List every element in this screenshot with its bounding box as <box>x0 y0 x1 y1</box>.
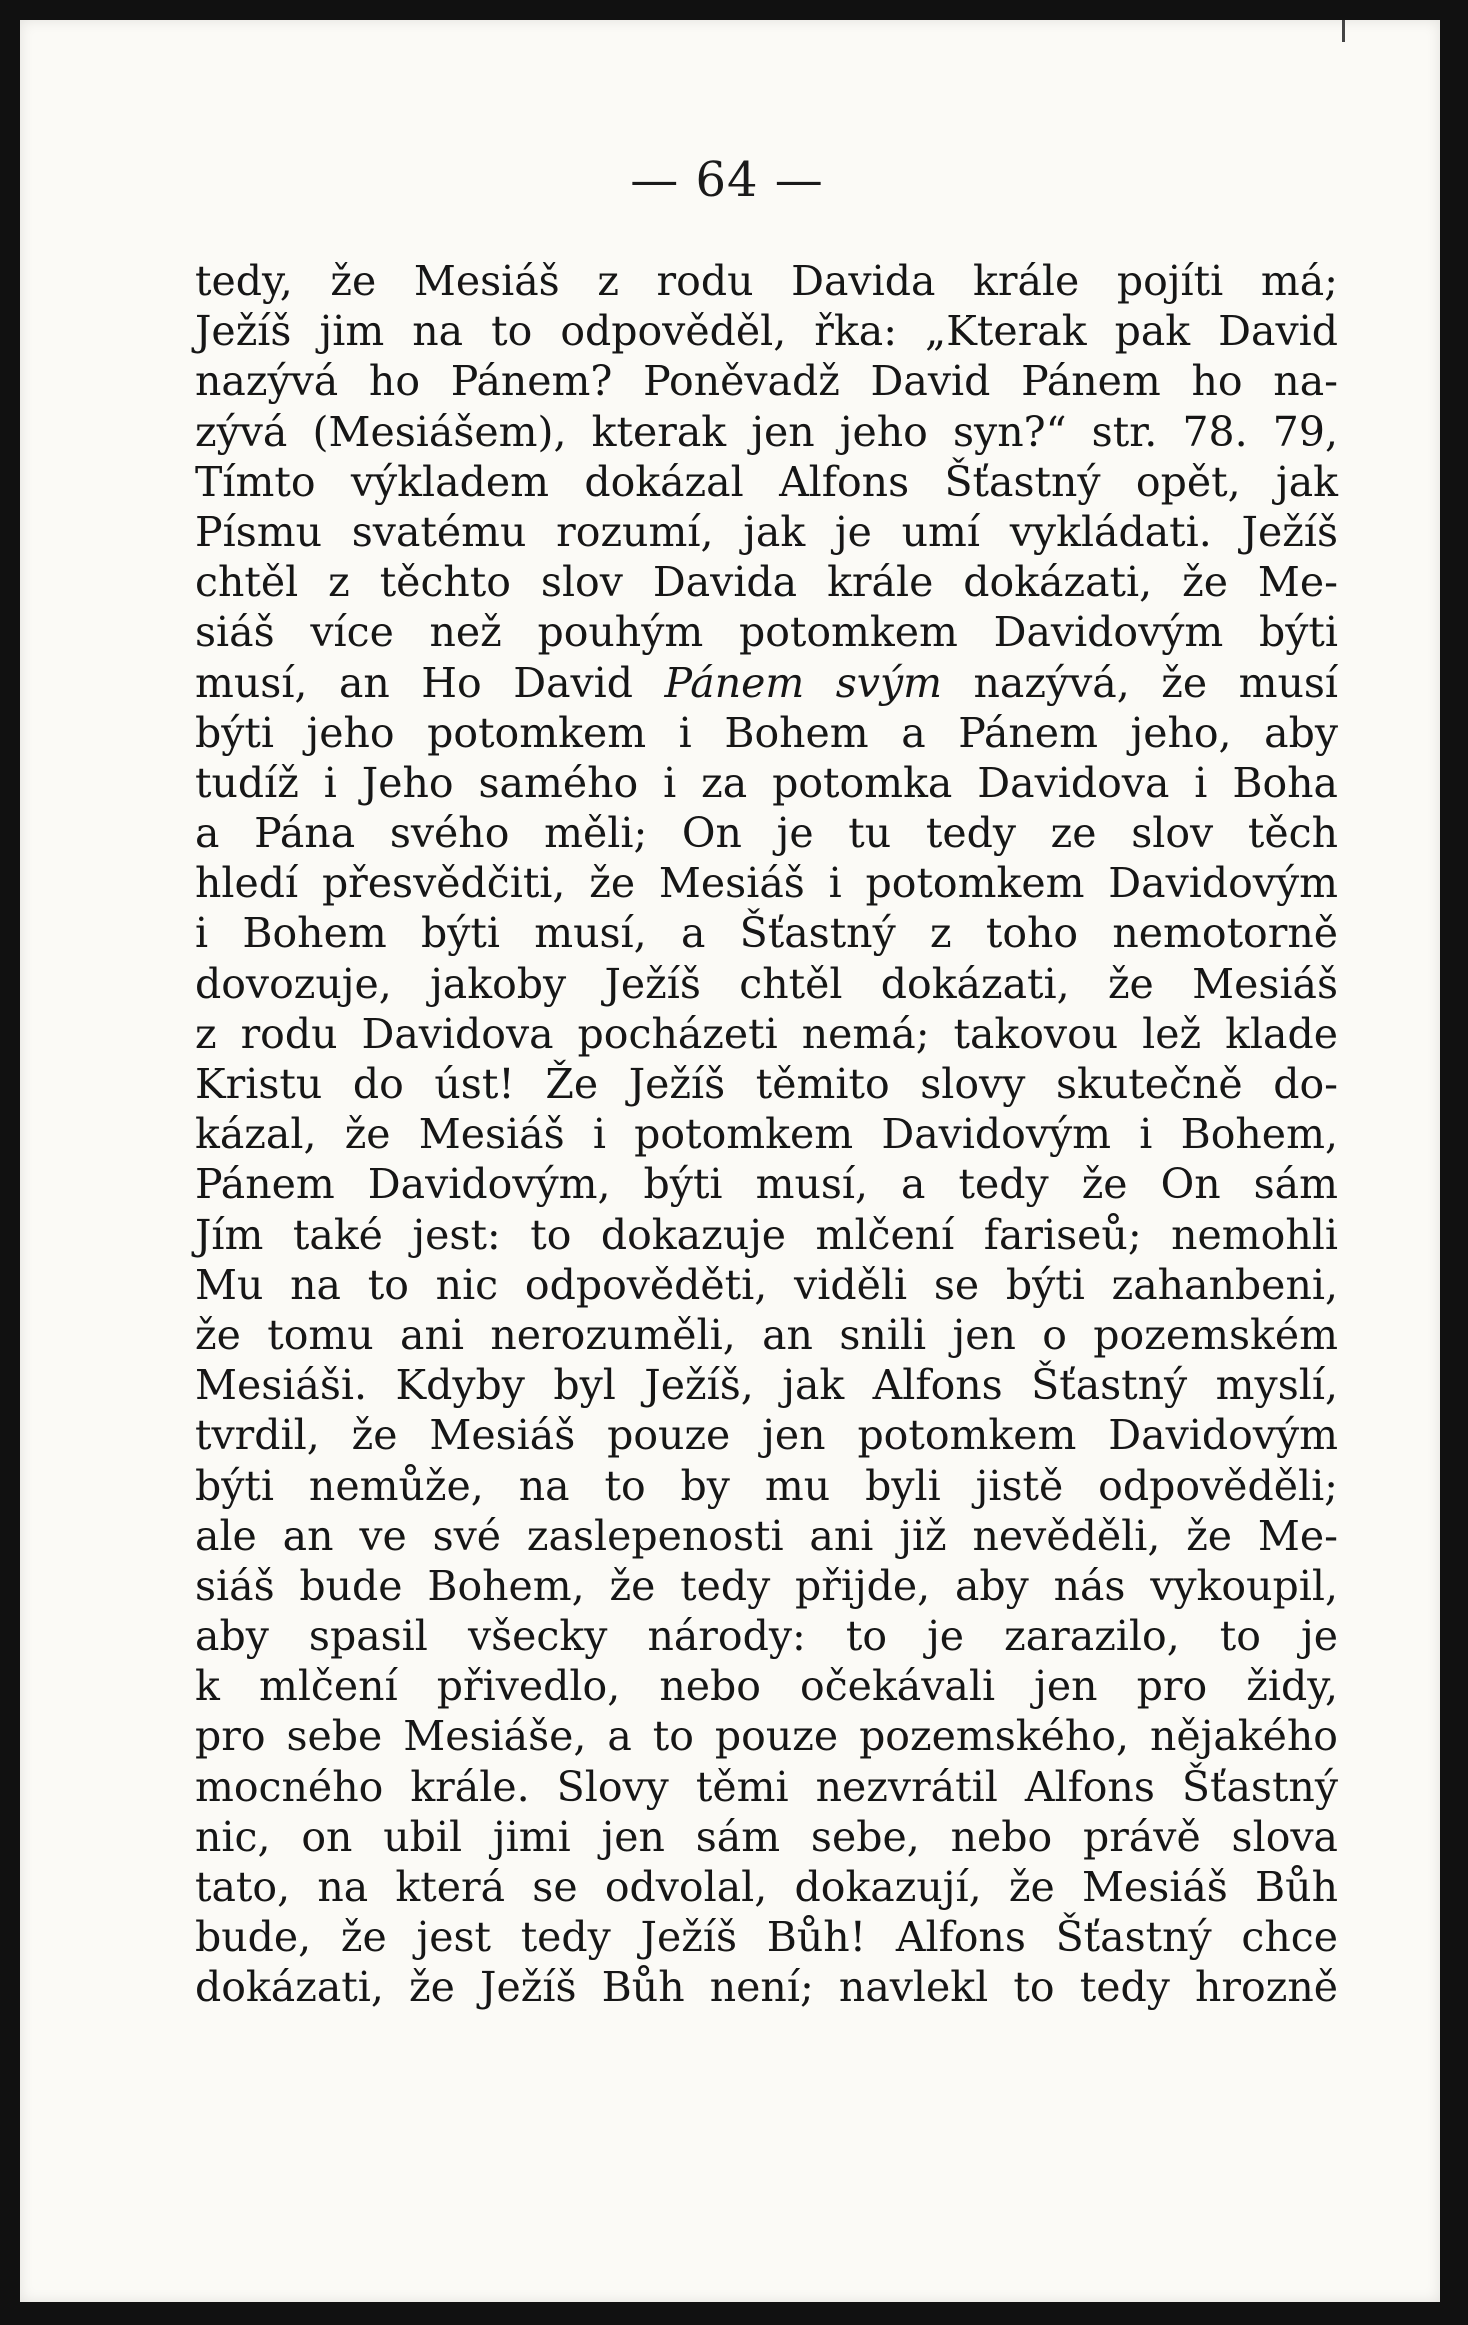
text-segment: že tomu ani nerozuměli, an snili jen o pozemském <box>195 1310 1338 1359</box>
text-segment: dokázati, že Ježíš Bůh není; navlekl to tedy hrozně <box>195 1963 1338 2012</box>
text-segment: Písmu svatému rozumí, jak je umí vykládati. Ježíš <box>195 507 1338 556</box>
text-line <box>195 407 1338 457</box>
text-line <box>195 758 1338 808</box>
text-segment: tato, na která se odvolal, dokazují, že Mesiáš Bůh <box>195 1863 1338 1911</box>
text-line <box>195 658 1338 708</box>
text-segment: nazývá, že musí <box>942 658 1338 707</box>
text-line <box>195 708 1338 758</box>
text-segment: musí, an Ho David <box>195 658 665 707</box>
text-segment: Pánem Davidovým, býti musí, a tedy že On sám <box>195 1160 1338 1209</box>
text-line <box>195 1310 1338 1360</box>
text-line <box>195 1762 1338 1812</box>
text-segment: nic, on ubil jimi jen sám sebe, nebo právě slova <box>195 1812 1338 1861</box>
text-line <box>195 1360 1338 1410</box>
text-line <box>195 256 1338 306</box>
text-line <box>195 557 1338 607</box>
text-line <box>195 1009 1338 1059</box>
text-segment: k mlčení přivedlo, nebo očekávali jen pro židy, <box>195 1662 1338 1711</box>
text-segment: bude, že jest tedy Ježíš Bůh! Alfons Šťastný chce <box>195 1913 1338 1962</box>
text-segment: Jím také jest: to dokazuje mlčení fariseů; nemohli <box>195 1210 1338 1259</box>
text-line <box>195 1962 1338 2012</box>
text-segment: siáš bude Bohem, že tedy přijde, aby nás vykoupil, <box>195 1561 1338 1610</box>
text-segment: tvrdil, že Mesiáš pouze jen potomkem Davidovým <box>195 1411 1338 1460</box>
text-segment: a Pána svého měli; On je tu tedy ze slov těch <box>195 809 1338 858</box>
text-line <box>195 1210 1338 1260</box>
text-line <box>195 457 1338 507</box>
text-segment: chtěl z těchto slov Davida krále dokázati, že Me- <box>195 558 1338 607</box>
text-line <box>195 1410 1338 1460</box>
text-segment: zývá (Mesiášem), kterak jen jeho syn?“ str. 78. 79, <box>195 407 1338 456</box>
text-line <box>195 1862 1338 1912</box>
text-line <box>195 1511 1338 1561</box>
text-segment: pro sebe Mesiáše, a to pouze pozemského, nějakého <box>195 1712 1338 1761</box>
body-text <box>195 256 1338 2013</box>
text-segment: Kristu do úst! Že Ježíš těmito slovy skutečně do- <box>195 1060 1338 1108</box>
text-segment: tedy, že Mesiáš z rodu Davida krále pojíti má; <box>195 257 1338 305</box>
text-line <box>195 908 1338 958</box>
text-segment: Mesiáši. Kdyby byl Ježíš, jak Alfons Šťastný myslí, <box>195 1361 1338 1410</box>
text-segment: býti nemůže, na to by mu byli jistě odpověděli; <box>195 1461 1338 1510</box>
text-line <box>195 507 1338 557</box>
text-line <box>195 1812 1338 1862</box>
text-line <box>195 1059 1338 1109</box>
text-line <box>195 1109 1338 1159</box>
text-line <box>195 1711 1338 1761</box>
text-line <box>195 1661 1338 1711</box>
text-line <box>195 1611 1338 1661</box>
text-segment: býti jeho potomkem i Bohem a Pánem jeho, aby <box>195 708 1338 757</box>
text-line <box>195 1461 1338 1511</box>
text-line <box>195 607 1338 657</box>
text-segment: nazývá ho Pánem? Poněvadž David Pánem ho na- <box>195 357 1338 406</box>
text-line <box>195 858 1338 908</box>
text-line <box>195 959 1338 1009</box>
text-segment: Ježíš jim na to odpověděl, řka: „Kterak pak David <box>195 307 1338 356</box>
text-segment: dovozuje, jakoby Ježíš chtěl dokázati, že Mesiáš <box>195 959 1338 1008</box>
text-line <box>195 1912 1338 1962</box>
text-segment: hledí přesvědčiti, že Mesiáš i potomkem Davidovým <box>195 859 1338 908</box>
text-segment: mocného krále. Slovy těmi nezvrátil Alfons Šťastný <box>195 1762 1338 1811</box>
text-line <box>195 356 1338 406</box>
text-segment: z rodu Davidova pocházeti nemá; takovou lež klade <box>195 1009 1338 1058</box>
text-line <box>195 306 1338 356</box>
text-line <box>195 1159 1338 1209</box>
text-segment: Mu na to nic odpověděti, viděli se býti zahanbeni, <box>195 1260 1338 1309</box>
text-line <box>195 808 1338 858</box>
text-segment: i Bohem býti musí, a Šťastný z toho nemotorně <box>195 909 1338 958</box>
text-segment: Tímto výkladem dokázal Alfons Šťastný opět, jak <box>195 457 1338 506</box>
page-number: — 64 — <box>630 152 824 208</box>
emphasis-text: Pánem svým <box>664 658 942 707</box>
text-line <box>195 1561 1338 1611</box>
text-segment: kázal, že Mesiáš i potomkem Davidovým i Bohem, <box>195 1110 1338 1159</box>
text-line <box>195 1260 1338 1310</box>
text-segment: siáš více než pouhým potomkem Davidovým býti <box>195 608 1338 657</box>
text-segment: tudíž i Jeho samého i za potomka Davidova i Boha <box>195 758 1338 807</box>
text-segment: aby spasil všecky národy: to je zarazilo, to je <box>195 1612 1338 1661</box>
page-edge-mark <box>1342 20 1345 42</box>
text-segment: ale an ve své zaslepenosti ani již nevěděli, že Me- <box>195 1511 1338 1560</box>
